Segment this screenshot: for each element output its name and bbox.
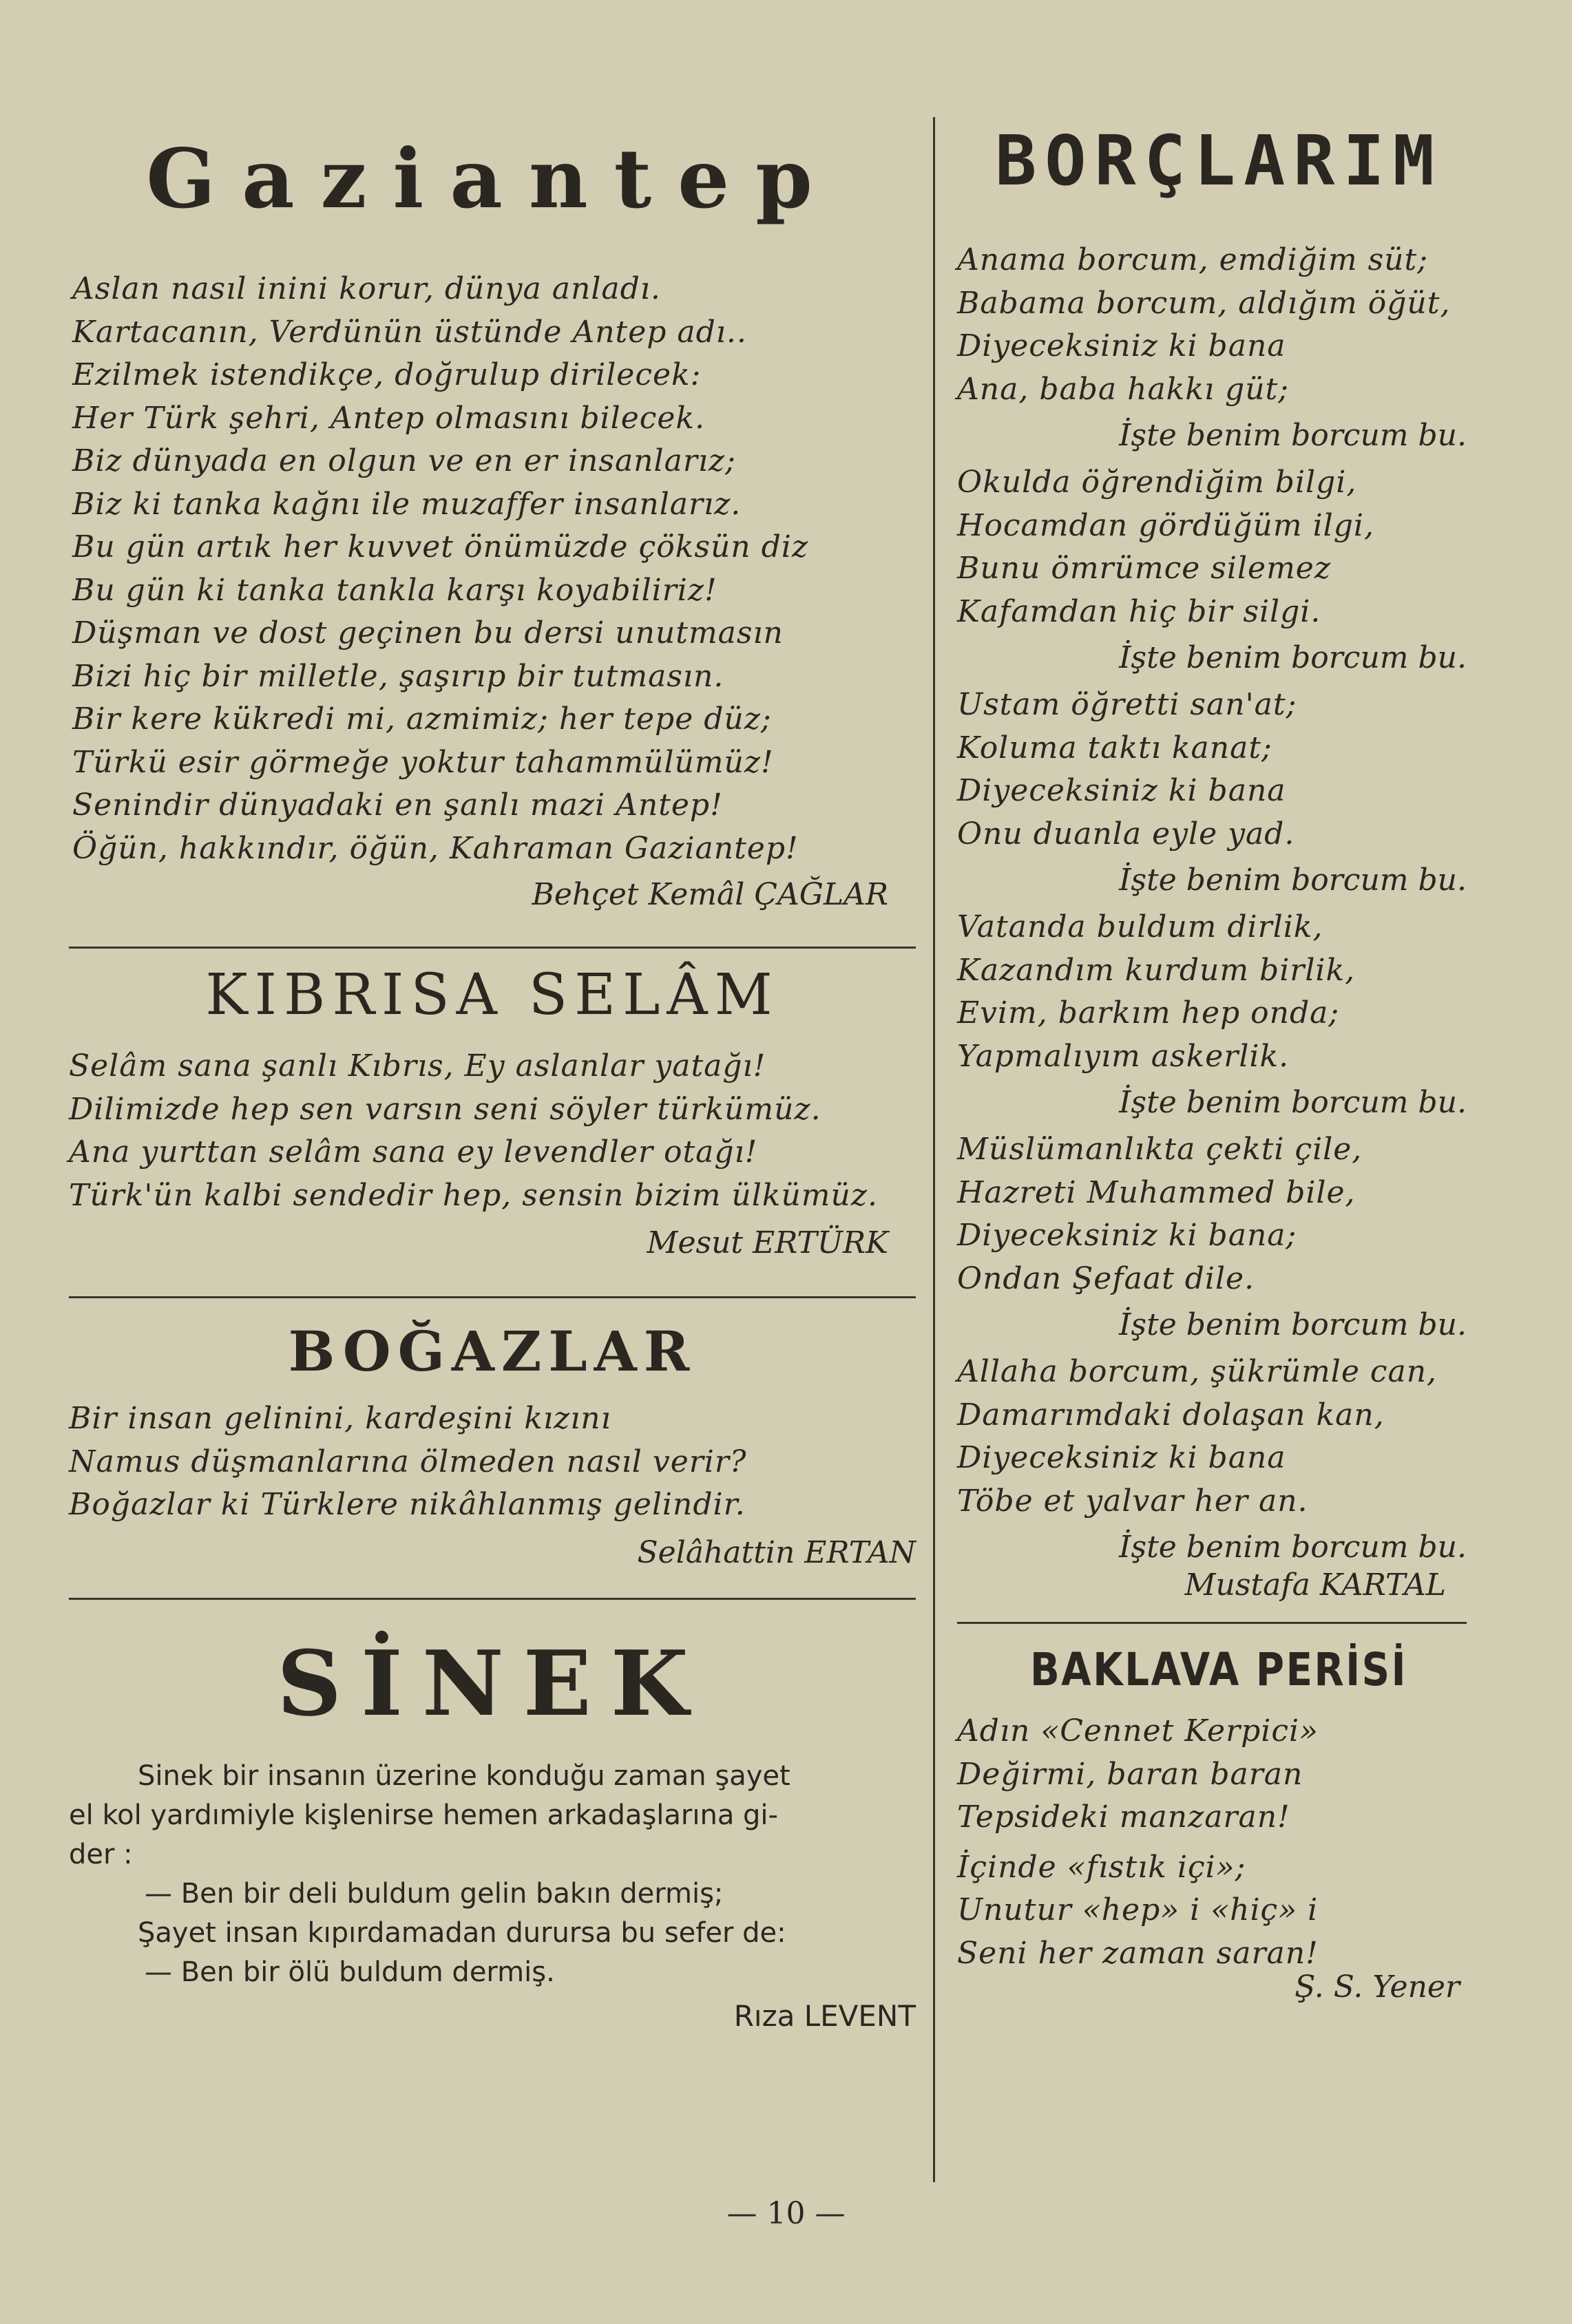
poem-line: Ondan Şefaat dile. bbox=[957, 1260, 1255, 1296]
stanza bbox=[957, 1351, 1480, 1565]
poem-line: Diyeceksiniz ki bana bbox=[957, 328, 1286, 363]
poem-line: Bu gün ki tanka tankla karşı koyabiliriz! bbox=[72, 572, 717, 608]
poem-line: Evim, barkım hep onda; bbox=[957, 995, 1340, 1031]
poem-line: Vatanda buldum dirlik, bbox=[957, 909, 1323, 944]
poem-line: Aslan nasıl inini korur, dünya anladı. bbox=[72, 271, 661, 306]
poem-line: Bizi hiç bir milletle, şaşırıp bir tutmasın. bbox=[72, 658, 724, 694]
poem-line: Yapmalıyım askerlik. bbox=[957, 1038, 1290, 1074]
left-column bbox=[69, 103, 916, 2033]
poem-kibrisa-selam bbox=[69, 962, 916, 1260]
page-number: — 10 — bbox=[726, 2196, 846, 2231]
article-author: Rıza LEVENT bbox=[733, 1998, 916, 2033]
poem-line: Onu duanla eyle yad. bbox=[957, 816, 1295, 852]
article-line: Sinek bir insanın üzerine konduğu zaman şayet bbox=[138, 1760, 790, 1792]
poem-line: İçinde «fıstık içi»; bbox=[957, 1849, 1246, 1885]
poem-line: Dilimizde hep sen varsın seni söyler türkümüz. bbox=[69, 1091, 821, 1127]
poem-title: Gaziantep bbox=[146, 131, 839, 226]
poem-title: KIBRISA SELÂM bbox=[205, 962, 779, 1028]
poem-line: Ana yurttan selâm sana ey levendler otağı! bbox=[69, 1134, 758, 1170]
poem-line: Diyeceksiniz ki bana; bbox=[957, 1218, 1297, 1253]
article-body bbox=[69, 1757, 916, 1992]
stanza bbox=[957, 906, 1480, 1120]
section-divider bbox=[69, 947, 916, 949]
poem-line: Değirmi, baran baran bbox=[957, 1756, 1303, 1792]
poem-title: BAKLAVA PERİSİ bbox=[1029, 1643, 1408, 1696]
article-sinek bbox=[69, 1631, 916, 2033]
poem-line: Senindir dünyadaki en şanlı mazi Antep! bbox=[72, 788, 723, 823]
stanza bbox=[957, 461, 1480, 675]
poem-line: Öğün, hakkındır, öğün, Kahraman Gaziantep! bbox=[72, 830, 799, 866]
poem-line: Namus düşmanlarına ölmeden nasıl verir? bbox=[69, 1444, 747, 1479]
poem-line: Biz dünyada en olgun ve en er insanlarız; bbox=[72, 443, 736, 478]
poem-line: Allaha borcum, şükrümle can, bbox=[957, 1354, 1438, 1389]
stanza bbox=[957, 1128, 1480, 1342]
article-line: — Ben bir deli buldum gelin bakın dermiş; bbox=[145, 1877, 724, 1910]
poem-line: Tepsideki manzaran! bbox=[957, 1799, 1290, 1835]
poem-author: Selâhattin ERTAN bbox=[637, 1534, 916, 1570]
poem-line: Ustam öğretti san'at; bbox=[957, 687, 1297, 722]
poem-author: Behçet Kemâl ÇAĞLAR bbox=[532, 877, 888, 912]
poem-line: Bir insan gelinini, kardeşini kızını bbox=[69, 1401, 611, 1436]
column-divider bbox=[933, 117, 935, 2182]
poem-line: Adın «Cennet Kerpici» bbox=[957, 1713, 1319, 1749]
poem-refrain: İşte benim borcum bu. bbox=[1119, 1307, 1467, 1342]
poem-line: Koluma taktı kanat; bbox=[957, 730, 1272, 765]
poem-gaziantep bbox=[69, 131, 916, 912]
poem-line: Töbe et yalvar her an. bbox=[957, 1483, 1308, 1519]
poem-refrain: İşte benim borcum bu. bbox=[1119, 418, 1467, 453]
poem-line: Hocamdan gördüğüm ilgi, bbox=[957, 507, 1374, 543]
poem-title: BOĞAZLAR bbox=[288, 1319, 697, 1384]
poem-line: Bunu ömrümce silemez bbox=[957, 551, 1332, 586]
poem-bogazlar bbox=[69, 1319, 916, 1570]
poem-line: Ezilmek istendikçe, doğrulup dirilecek: bbox=[72, 357, 702, 392]
poem-line: Babama borcum, aldığım öğüt, bbox=[957, 285, 1451, 321]
poem-line: Kazandım kurdum birlik, bbox=[957, 952, 1356, 988]
poem-line: Selâm sana şanlı Kıbrıs, Ey aslanlar yatağı! bbox=[69, 1048, 766, 1084]
poem-line: Diyeceksiniz ki bana bbox=[957, 773, 1286, 808]
article-line: el kol yardımiyle kişlenirse hemen arkadaşlarına gi- bbox=[69, 1799, 778, 1831]
poem-line: Kafamdan hiç bir silgi. bbox=[957, 593, 1321, 629]
section-divider bbox=[957, 1622, 1467, 1624]
poem-line: Bir kere kükredi mi, azmimiz; her tepe düz; bbox=[72, 701, 772, 737]
article-line: der : bbox=[69, 1838, 133, 1870]
poem-line: Ana, baba hakkı güt; bbox=[957, 371, 1290, 407]
stanza bbox=[957, 684, 1480, 898]
poem-line: Türkü esir görmeğe yoktur tahammülümüz! bbox=[72, 744, 774, 780]
poem-line: Hazreti Muhammed bile, bbox=[957, 1174, 1356, 1210]
poem-line: Seni her zaman saran! bbox=[957, 1935, 1319, 1971]
section-divider bbox=[69, 1296, 916, 1298]
poem-line: Her Türk şehri, Antep olmasını bilecek. bbox=[72, 400, 706, 436]
section-divider bbox=[69, 1598, 916, 1600]
poem-line: Damarımdaki dolaşan kan, bbox=[957, 1397, 1385, 1433]
poem-line: Biz ki tanka kağnı ile muzaffer insanlarız. bbox=[72, 486, 742, 522]
poem-line: Müslümanlıkta çekti çile, bbox=[957, 1132, 1363, 1167]
article-line: Şayet insan kıpırdamadan durursa bu sefer de: bbox=[138, 1916, 786, 1949]
right-column bbox=[957, 103, 1480, 2005]
poem-line: Anama borcum, emdiğim süt; bbox=[957, 242, 1429, 277]
article-line: — Ben bir ölü buldum dermiş. bbox=[145, 1956, 555, 1988]
poem-author: Mustafa KARTAL bbox=[1184, 1567, 1446, 1603]
poem-baklava-perisi bbox=[957, 1643, 1480, 2005]
poem-author: Ş. S. Yener bbox=[1295, 1969, 1460, 2005]
poem-line: Unutur «hep» i «hiç» i bbox=[957, 1892, 1319, 1927]
poem-refrain: İşte benim borcum bu. bbox=[1119, 863, 1467, 898]
poem-refrain: İşte benim borcum bu. bbox=[1119, 1085, 1467, 1120]
poem-line: Düşman ve dost geçinen bu dersi unutmasın bbox=[72, 615, 784, 651]
poem-title: BORÇLARIM bbox=[995, 120, 1443, 201]
stanza bbox=[957, 239, 1480, 453]
poem-borclarim bbox=[957, 120, 1480, 1603]
poem-line: Türk'ün kalbi sendedir hep, sensin bizim ülkümüz. bbox=[69, 1177, 879, 1213]
poem-refrain: İşte benim borcum bu. bbox=[1119, 1530, 1467, 1565]
poem-refrain: İşte benim borcum bu. bbox=[1119, 640, 1467, 675]
poem-author: Mesut ERTÜRK bbox=[647, 1225, 888, 1260]
poem-line: Okulda öğrendiğim bilgi, bbox=[957, 465, 1357, 500]
poem-line: Diyeceksiniz ki bana bbox=[957, 1440, 1286, 1475]
article-title: SİNEK bbox=[277, 1630, 708, 1736]
poem-line: Kartacanın, Verdünün üstünde Antep adı.. bbox=[72, 314, 747, 350]
poem-line: Boğazlar ki Türklere nikâhlanmış gelindir. bbox=[69, 1487, 746, 1522]
poem-line: Bu gün artık her kuvvet önümüzde çöksün diz bbox=[72, 529, 809, 564]
